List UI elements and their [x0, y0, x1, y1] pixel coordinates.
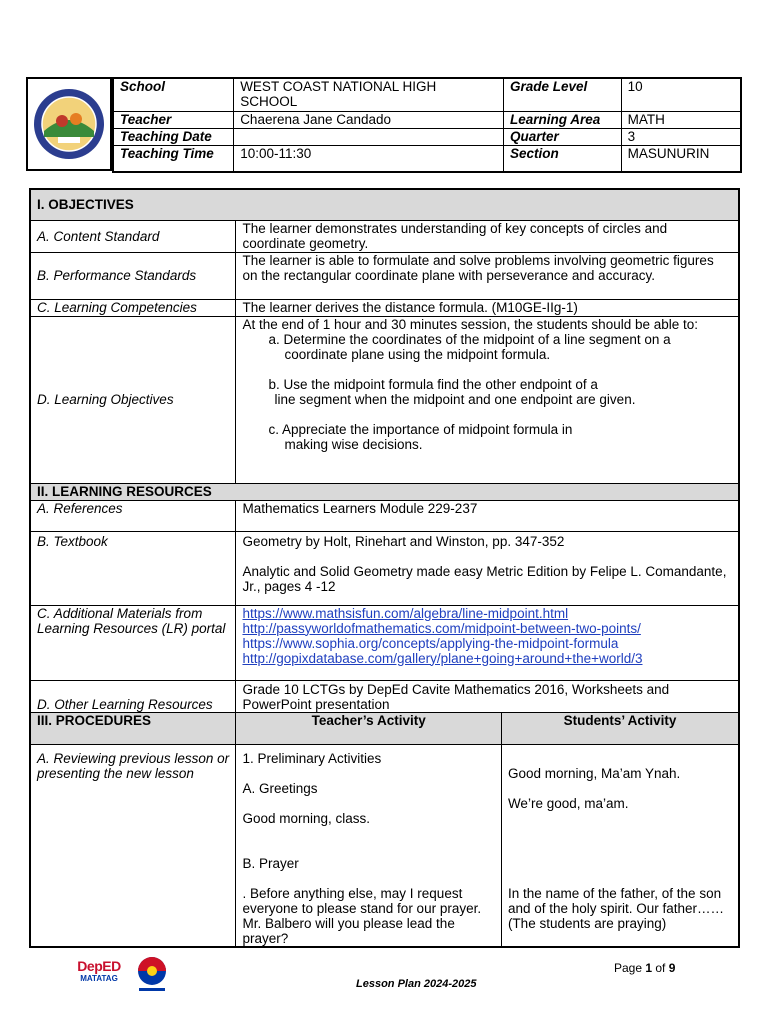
page-of: of	[652, 961, 669, 975]
lesson-plan-table	[29, 188, 740, 948]
objectives-heading: I. OBJECTIVES	[30, 189, 739, 220]
time-label: Teaching Time	[113, 145, 234, 172]
learning-objectives-label: D. Learning Objectives	[30, 316, 236, 483]
content-standard-text: The learner demonstrates understanding of key concepts of circles and coordinate geometry.	[236, 220, 739, 252]
textbook-line2: Analytic and Solid Geometry made easy Metric Edition by Felipe L. Comandante, Jr., pages 4 -12	[242, 563, 727, 594]
deped-matatag-logo	[74, 958, 124, 994]
student-activity-cell	[501, 744, 739, 947]
reviewing-lesson-label: A. Reviewing previous lesson or presenting the new lesson	[30, 744, 236, 947]
header-table	[112, 77, 742, 173]
learning-objectives-cell	[236, 316, 739, 483]
teacher-good-morning: Good morning, class.	[242, 810, 371, 826]
teacher-prayer: B. Prayer	[242, 855, 299, 871]
lo-c-line2: making wise decisions.	[284, 436, 423, 452]
grade-value: 10	[621, 78, 741, 111]
teacher-activity-heading: Teacher’s Activity	[236, 712, 501, 744]
lo-a-line1: a. Determine the coordinates of the midpoint of a line segment on a	[268, 331, 671, 347]
textbook-label: B. Textbook	[30, 531, 236, 605]
teacher-activity-cell	[236, 744, 501, 947]
performance-standards-label: B. Performance Standards	[30, 252, 236, 299]
student-prayer-text: In the name of the father, of the son and of the holy spirit. Our father……	[507, 885, 725, 916]
grade-label: Grade Level	[503, 78, 621, 111]
section-value: MASUNURIN	[621, 145, 741, 172]
link-mathsisfun[interactable]: https://www.mathsisfun.com/algebra/line-midpoint.html	[242, 605, 569, 621]
lo-b-line2: line segment when the midpoint and one endpoint are given.	[274, 391, 636, 407]
area-label: Learning Area	[503, 111, 621, 128]
page-total: 9	[668, 961, 676, 975]
school-seal-icon	[28, 79, 110, 169]
quarter-value: 3	[621, 128, 741, 145]
content-standard-label: A. Content Standard	[30, 220, 236, 252]
textbook-cell	[236, 531, 739, 605]
lesson-plan-footer: Lesson Plan 2024-2025	[356, 978, 477, 990]
additional-materials-label: C. Additional Materials from Learning Resources (LR) portal	[30, 605, 236, 680]
other-resources-text: Grade 10 LCTGs by DepEd Cavite Mathematics 2016, Worksheets and PowerPoint presentation	[236, 680, 739, 712]
page-number	[614, 961, 675, 975]
procedures-heading: III. PROCEDURES	[30, 712, 236, 744]
lo-a-line2: coordinate plane using the midpoint formula.	[284, 346, 551, 362]
matatag-wordmark: MATATAG	[80, 974, 118, 983]
performance-standards-text: The learner is able to formulate and solve problems involving geometric figures on the rectangular coordinate plane with perseverance and accuracy.	[236, 252, 739, 299]
student-activity-heading: Students’ Activity	[501, 712, 739, 744]
lo-b-line1: b. Use the midpoint formula find the other endpoint of a	[268, 376, 598, 392]
competencies-label: C. Learning Competencies	[30, 299, 236, 316]
resources-heading: II. LEARNING RESOURCES	[30, 483, 739, 500]
link-gopix[interactable]: http://gopixdatabase.com/gallery/plane+going+around+the+world/3	[242, 650, 643, 666]
student-praying: (The students are praying)	[507, 915, 667, 931]
link-sophia[interactable]: https://www.sophia.org/concepts/applying-the-midpoint-formula	[242, 635, 619, 651]
teacher-label: Teacher	[113, 111, 234, 128]
student-good-morning: Good morning, Ma’am Ynah.	[507, 765, 681, 781]
textbook-line1: Geometry by Holt, Rinehart and Winston, pp. 347-352	[242, 533, 565, 549]
references-label: A. References	[30, 500, 236, 531]
other-resources-label: D. Other Learning Resources	[30, 680, 236, 712]
teacher-preliminary: 1. Preliminary Activities	[242, 750, 382, 766]
bagong-pilipinas-icon	[131, 954, 173, 994]
school-logo-box	[26, 77, 112, 171]
section-label: Section	[503, 145, 621, 172]
additional-materials-cell	[236, 605, 739, 680]
competencies-text: The learner derives the distance formula. (M10GE-IIg-1)	[236, 299, 739, 316]
student-were-good: We’re good, ma’am.	[507, 795, 629, 811]
teacher-value: Chaerena Jane Candado	[234, 111, 504, 128]
lo-c-line1: c. Appreciate the importance of midpoint formula in	[268, 421, 573, 437]
area-value: MATH	[621, 111, 741, 128]
deped-wordmark: DepED	[77, 958, 121, 974]
school-label: School	[113, 78, 234, 111]
date-value	[234, 128, 504, 145]
bagong-pilipinas-logo	[131, 954, 173, 999]
quarter-label: Quarter	[503, 128, 621, 145]
date-label: Teaching Date	[113, 128, 234, 145]
teacher-prayer-request: . Before anything else, may I request everyone to please stand for our prayer. Mr. Balbero will you please lead the prayer?	[242, 885, 482, 946]
page-prefix: Page	[614, 961, 646, 975]
link-passyworld[interactable]: http://passyworldofmathematics.com/midpoint-between-two-points/	[242, 620, 641, 636]
time-value: 10:00-11:30	[234, 145, 504, 172]
references-text: Mathematics Learners Module 229-237	[236, 500, 739, 531]
teacher-greetings: A. Greetings	[242, 780, 318, 796]
school-value: WEST COAST NATIONAL HIGH SCHOOL	[234, 78, 504, 111]
lo-intro: At the end of 1 hour and 30 minutes session, the students should be able to:	[242, 316, 699, 332]
page-current: 1	[645, 961, 653, 975]
